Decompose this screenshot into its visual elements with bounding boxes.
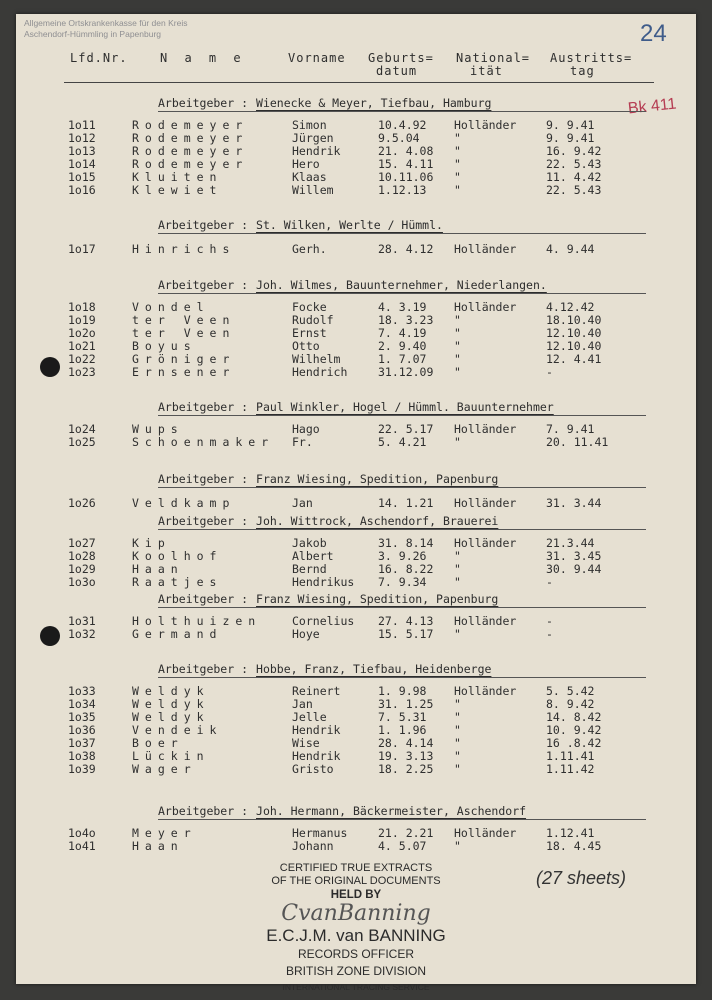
cell-aus: 1.11.42: [546, 762, 595, 776]
stamp-line-1: Allgemeine Ortskrankenkasse für den Kreis: [24, 18, 188, 28]
cell-name: Weldyk: [132, 684, 210, 698]
cell-nat: ": [454, 575, 461, 589]
cell-nat: ": [454, 157, 461, 171]
page-number: 24: [640, 20, 667, 47]
cell-aus: 4.12.42: [546, 300, 595, 314]
cell-nr: 1o33: [68, 684, 96, 698]
margin-mark: Bk 411: [627, 95, 678, 118]
cell-aus: 16 .8.42: [546, 736, 602, 750]
cell-nr: 1o28: [68, 549, 96, 563]
cell-nr: 1o26: [68, 496, 96, 510]
cell-nat: ": [454, 365, 461, 379]
cell-aus: 9. 9.41: [546, 118, 595, 132]
table-row: [16, 762, 696, 776]
cell-nat: Holländer: [454, 826, 517, 840]
cell-name: Rodemeyer: [132, 157, 249, 171]
cell-name: Wager: [132, 762, 197, 776]
cell-geb: 19. 3.13: [378, 749, 434, 763]
cell-name: Germand: [132, 627, 223, 641]
cert-line-2: OF THE ORIGINAL DOCUMENTS: [271, 875, 441, 887]
table-row: [16, 826, 696, 840]
cell-nr: 1o29: [68, 562, 96, 576]
cell-nat: ": [454, 313, 461, 327]
cell-geb: 7. 9.34: [378, 575, 427, 589]
cert-division: BRITISH ZONE DIVISION: [285, 964, 426, 978]
cell-aus: -: [546, 365, 553, 379]
cell-aus: 12.10.40: [546, 339, 602, 353]
table-row: [16, 736, 696, 750]
punch-hole-upper: [40, 357, 60, 377]
cert-line-1: CERTIFIED TRUE EXTRACTS: [279, 862, 433, 874]
cell-nr: 1o22: [68, 352, 96, 366]
table-row: [16, 183, 696, 197]
cell-name: Kip: [132, 536, 171, 550]
employer-heading: [158, 472, 498, 486]
table-row: [16, 839, 696, 853]
cell-nat: ": [454, 144, 461, 158]
cell-nat: Holländer: [454, 300, 517, 314]
cell-aus: -: [546, 627, 553, 641]
employer-name: St. Wilken, Werlte / Hümml.: [256, 218, 443, 232]
cell-nat: ": [454, 131, 461, 145]
table-row: [16, 144, 696, 158]
cell-vorname: Otto: [292, 339, 320, 353]
cell-vorname: Klaas: [292, 170, 327, 184]
cell-nr: 1o18: [68, 300, 96, 314]
employer-name: Franz Wiesing, Spedition, Papenburg: [256, 592, 499, 606]
header-name: N a m e: [160, 51, 246, 65]
employer-name: Franz Wiesing, Spedition, Papenburg: [256, 472, 499, 486]
cell-name: Koolhof: [132, 549, 223, 563]
table-row: [16, 575, 696, 589]
cell-aus: 22. 5.43: [546, 157, 602, 171]
employer-heading: [158, 278, 547, 292]
cell-name: Meyer: [132, 826, 197, 840]
employer-rule: [158, 415, 646, 416]
cell-vorname: Jan: [292, 496, 313, 510]
cell-nr: 1o14: [68, 157, 96, 171]
cell-aus: 7. 9.41: [546, 422, 595, 436]
cell-nr: 1o15: [68, 170, 96, 184]
table-row: [16, 562, 696, 576]
cell-geb: 22. 5.17: [378, 422, 434, 436]
cell-name: Kluiten: [132, 170, 223, 184]
cell-nat: ": [454, 339, 461, 353]
cell-vorname: Willem: [292, 183, 334, 197]
cell-nat: Holländer: [454, 118, 517, 132]
cell-nr: 1o2o: [68, 326, 96, 340]
cell-vorname: Johann: [292, 839, 334, 853]
table-row: [16, 536, 696, 550]
cell-name: Haan: [132, 839, 184, 853]
cell-name: Rodemeyer: [132, 118, 249, 132]
table-row: [16, 326, 696, 340]
cell-nat: Holländer: [454, 496, 517, 510]
cell-nat: ": [454, 326, 461, 340]
employer-heading: [158, 218, 443, 232]
employer-name: Paul Winkler, Hogel / Hümml. Bauunternehmer: [256, 400, 554, 414]
cell-geb: 1. 7.07: [378, 352, 427, 366]
cell-vorname: Reinert: [292, 684, 341, 698]
cell-name: Rodemeyer: [132, 144, 249, 158]
cell-vorname: Gerh.: [292, 242, 327, 256]
table-row: [16, 313, 696, 327]
cell-nat: Holländer: [454, 242, 517, 256]
table-row: [16, 496, 696, 510]
employer-label: Arbeitgeber :: [158, 514, 249, 528]
employer-heading: [158, 592, 498, 606]
employer-name: Joh. Hermann, Bäckermeister, Aschendorf: [256, 804, 527, 818]
employer-name: Joh. Wittrock, Aschendorf, Brauerei: [256, 514, 499, 528]
cell-vorname: Bernd: [292, 562, 327, 576]
cell-nr: 1o17: [68, 242, 96, 256]
certification-stamp: [246, 862, 466, 994]
cell-vorname: Simon: [292, 118, 327, 132]
cell-nat: Holländer: [454, 536, 517, 550]
cell-aus: 21.3.44: [546, 536, 595, 550]
employer-rule: [158, 819, 646, 820]
table-row: [16, 749, 696, 763]
cell-geb: 4. 5.07: [378, 839, 427, 853]
cell-vorname: Hendrik: [292, 144, 341, 158]
cell-aus: 31. 3.45: [546, 549, 602, 563]
cell-vorname: Albert: [292, 549, 334, 563]
table-row: [16, 300, 696, 314]
cell-nat: ": [454, 627, 461, 641]
cell-name: Klewiet: [132, 183, 223, 197]
cell-aus: 1.12.41: [546, 826, 595, 840]
cell-nr: 1o23: [68, 365, 96, 379]
employer-rule: [158, 111, 646, 112]
cell-vorname: Jakob: [292, 536, 327, 550]
cell-nr: 1o38: [68, 749, 96, 763]
cell-nr: 1o32: [68, 627, 96, 641]
employer-heading: [158, 400, 554, 414]
cell-vorname: Hendrikus: [292, 575, 355, 589]
employer-name: Hobbe, Franz, Tiefbau, Heidenberge: [256, 662, 492, 676]
document-page: [16, 14, 696, 992]
cell-aus: 5. 5.42: [546, 684, 595, 698]
cell-geb: 28. 4.12: [378, 242, 434, 256]
employer-rule: [158, 607, 646, 608]
cell-nr: 1o37: [68, 736, 96, 750]
cell-nr: 1o27: [68, 536, 96, 550]
cell-geb: 4. 3.19: [378, 300, 427, 314]
cell-aus: 20. 11.41: [546, 435, 609, 449]
cell-geb: 28. 4.14: [378, 736, 434, 750]
cell-name: Holthuizen: [132, 614, 262, 628]
cell-vorname: Gristo: [292, 762, 334, 776]
cell-geb: 31. 1.25: [378, 697, 434, 711]
cell-name: ter Veen: [132, 326, 236, 340]
employer-heading: [158, 514, 498, 528]
employer-label: Arbeitgeber :: [158, 218, 249, 232]
employer-rule: [158, 233, 646, 234]
table-row: [16, 157, 696, 171]
cell-geb: 5. 4.21: [378, 435, 427, 449]
table-row: [16, 614, 696, 628]
signature: CvanBanning: [281, 901, 431, 926]
cell-name: Rodemeyer: [132, 131, 249, 145]
cell-nr: 1o36: [68, 723, 96, 737]
cell-vorname: Hago: [292, 422, 320, 436]
cert-held-by: HELD BY: [330, 889, 382, 901]
cell-nat: ": [454, 562, 461, 576]
cell-geb: 1.12.13: [378, 183, 427, 197]
header-nr: Lfd.Nr.: [70, 51, 128, 65]
cell-name: Wups: [132, 422, 184, 436]
cell-name: Haan: [132, 562, 184, 576]
cell-nat: ": [454, 549, 461, 563]
employer-name: Wienecke & Meyer, Tiefbau, Hamburg: [256, 96, 492, 110]
cell-vorname: Hero: [292, 157, 320, 171]
employer-label: Arbeitgeber :: [158, 472, 249, 486]
cell-name: Lückin: [132, 749, 210, 763]
cell-name: Schoenmaker: [132, 435, 275, 449]
table-row: [16, 118, 696, 132]
cell-name: Hinrichs: [132, 242, 236, 256]
cell-nr: 1o4o: [68, 826, 96, 840]
cell-aus: 1.11.41: [546, 749, 595, 763]
table-row: [16, 627, 696, 641]
table-row: [16, 170, 696, 184]
table-row: [16, 339, 696, 353]
cell-nr: 1o35: [68, 710, 96, 724]
table-row: [16, 549, 696, 563]
cell-aus: 4. 9.44: [546, 242, 595, 256]
cell-geb: 14. 1.21: [378, 496, 434, 510]
header-geburtsdatum: Geburts= datum: [368, 51, 434, 78]
cell-vorname: Ernst: [292, 326, 327, 340]
cell-nat: ": [454, 710, 461, 724]
cell-nat: ": [454, 839, 461, 853]
punch-hole-lower: [40, 626, 60, 646]
table-row: [16, 697, 696, 711]
cell-geb: 27. 4.13: [378, 614, 434, 628]
cell-name: Veldkamp: [132, 496, 236, 510]
cell-aus: 12. 4.41: [546, 352, 602, 366]
table-row: [16, 352, 696, 366]
cell-vorname: Focke: [292, 300, 327, 314]
cell-vorname: Hermanus: [292, 826, 348, 840]
cell-name: Boer: [132, 736, 184, 750]
cell-vorname: Hendrich: [292, 365, 348, 379]
cell-aus: -: [546, 575, 553, 589]
cell-nr: 1o12: [68, 131, 96, 145]
table-row: [16, 131, 696, 145]
employer-label: Arbeitgeber :: [158, 662, 249, 676]
cell-geb: 16. 8.22: [378, 562, 434, 576]
cell-aus: 14. 8.42: [546, 710, 602, 724]
cell-name: Ernsener: [132, 365, 236, 379]
cell-name: Boyus: [132, 339, 197, 353]
cell-geb: 2. 9.40: [378, 339, 427, 353]
cert-officer-title: RECORDS OFFICER: [297, 947, 414, 961]
cell-nat: ": [454, 697, 461, 711]
institution-stamp: [24, 18, 187, 40]
cell-nr: 1o21: [68, 339, 96, 353]
table-row: [16, 365, 696, 379]
sheets-note: (27 sheets): [536, 868, 627, 888]
header-austrittstag: Austritts= tag: [550, 51, 633, 78]
table-row: [16, 723, 696, 737]
employer-label: Arbeitgeber :: [158, 400, 249, 414]
cell-name: Weldyk: [132, 697, 210, 711]
cell-nat: ": [454, 736, 461, 750]
header-rule: [64, 82, 654, 83]
cell-nat: ": [454, 435, 461, 449]
cell-nat: Holländer: [454, 422, 517, 436]
cell-geb: 10.4.92: [378, 118, 427, 132]
cell-geb: 18. 3.23: [378, 313, 434, 327]
cell-geb: 15. 5.17: [378, 627, 434, 641]
employer-label: Arbeitgeber :: [158, 804, 249, 818]
cell-nr: 1o3o: [68, 575, 96, 589]
table-row: [16, 710, 696, 724]
header-vorname: Vorname: [288, 51, 346, 65]
cert-service: INTERNATIONAL TRACING SERVICE: [282, 982, 430, 992]
cell-nat: Holländer: [454, 614, 517, 628]
cell-nat: ": [454, 723, 461, 737]
cell-aus: 8. 9.42: [546, 697, 595, 711]
header-nationalitaet: National= ität: [456, 51, 531, 78]
cell-aus: -: [546, 614, 553, 628]
employer-label: Arbeitgeber :: [158, 278, 249, 292]
cell-aus: 31. 3.44: [546, 496, 602, 510]
cell-aus: 18. 4.45: [546, 839, 602, 853]
cell-nr: 1o25: [68, 435, 96, 449]
cell-aus: 16. 9.42: [546, 144, 602, 158]
cell-vorname: Hoye: [292, 627, 320, 641]
cell-aus: 30. 9.44: [546, 562, 602, 576]
employer-heading: [158, 96, 491, 110]
employer-name: Joh. Wilmes, Bauunternehmer, Niederlangen.: [256, 278, 547, 292]
employer-rule: [158, 677, 646, 678]
cell-nat: ": [454, 749, 461, 763]
cell-geb: 7. 4.19: [378, 326, 427, 340]
employer-label: Arbeitgeber :: [158, 592, 249, 606]
cell-name: Vondel: [132, 300, 210, 314]
cell-name: Raatjes: [132, 575, 223, 589]
cell-vorname: Cornelius: [292, 614, 355, 628]
cell-vorname: Fr.: [292, 435, 313, 449]
cell-aus: 22. 5.43: [546, 183, 602, 197]
cell-nat: ": [454, 762, 461, 776]
employer-heading: [158, 662, 491, 676]
cell-nr: 1o24: [68, 422, 96, 436]
cell-geb: 21. 4.08: [378, 144, 434, 158]
cell-nr: 1o39: [68, 762, 96, 776]
table-row: [16, 422, 696, 436]
cell-nr: 1o16: [68, 183, 96, 197]
cell-aus: 9. 9.41: [546, 131, 595, 145]
cell-name: Weldyk: [132, 710, 210, 724]
cell-vorname: Hendrik: [292, 723, 341, 737]
cell-aus: 10. 9.42: [546, 723, 602, 737]
cell-nat: ": [454, 183, 461, 197]
employer-rule: [158, 529, 646, 530]
cell-aus: 18.10.40: [546, 313, 602, 327]
employer-heading: [158, 804, 526, 818]
cell-nat: ": [454, 170, 461, 184]
employer-rule: [158, 487, 646, 488]
cell-nr: 1o34: [68, 697, 96, 711]
cell-geb: 10.11.06: [378, 170, 434, 184]
table-row: [16, 242, 696, 256]
cell-aus: 11. 4.42: [546, 170, 602, 184]
cell-nr: 1o13: [68, 144, 96, 158]
cell-geb: 7. 5.31: [378, 710, 427, 724]
cell-name: Gröniger: [132, 352, 236, 366]
cell-vorname: Hendrik: [292, 749, 341, 763]
cell-vorname: Wise: [292, 736, 320, 750]
cell-aus: 12.10.40: [546, 326, 602, 340]
cell-geb: 15. 4.11: [378, 157, 434, 171]
cell-nr: 1o19: [68, 313, 96, 327]
cell-vorname: Jürgen: [292, 131, 334, 145]
employer-label: Arbeitgeber :: [158, 96, 249, 110]
cell-vorname: Jelle: [292, 710, 327, 724]
cell-geb: 21. 2.21: [378, 826, 434, 840]
cell-name: ter Veen: [132, 313, 236, 327]
cell-geb: 1. 9.98: [378, 684, 427, 698]
cell-vorname: Rudolf: [292, 313, 334, 327]
cell-nr: 1o31: [68, 614, 96, 628]
cell-nr: 1o41: [68, 839, 96, 853]
stamp-line-2: Aschendorf-Hümmling in Papenburg: [24, 29, 162, 39]
cell-vorname: Wilhelm: [292, 352, 341, 366]
cell-geb: 31. 8.14: [378, 536, 434, 550]
cell-geb: 9.5.04: [378, 131, 420, 145]
employer-rule: [158, 293, 646, 294]
cell-geb: 31.12.09: [378, 365, 434, 379]
cell-geb: 1. 1.96: [378, 723, 427, 737]
cell-vorname: Jan: [292, 697, 313, 711]
cell-nr: 1o11: [68, 118, 96, 132]
cell-nat: ": [454, 352, 461, 366]
table-row: [16, 435, 696, 449]
table-row: [16, 684, 696, 698]
cell-geb: 3. 9.26: [378, 549, 427, 563]
cert-officer-name: E.C.J.M. van BANNING: [266, 926, 446, 945]
cell-geb: 18. 2.25: [378, 762, 434, 776]
cell-nat: Holländer: [454, 684, 517, 698]
cell-name: Vendeik: [132, 723, 223, 737]
